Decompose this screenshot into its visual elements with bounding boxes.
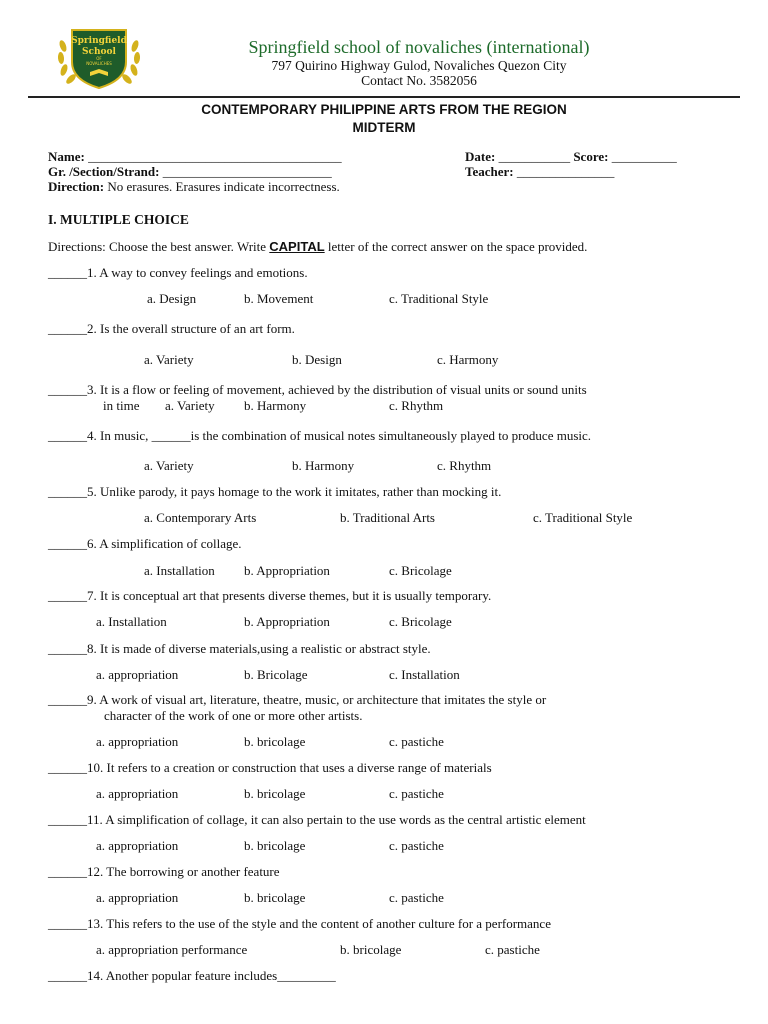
q2-option-b: b. Design	[292, 352, 342, 367]
direction-label: Direction:	[48, 179, 105, 194]
q11-option-c: c. pastiche	[389, 838, 444, 853]
q7-option-c: c. Bricolage	[389, 614, 452, 629]
logo-text-1: Springfield	[71, 36, 127, 46]
date-label: Date:	[465, 149, 496, 164]
grade-label: Gr. /Section/Strand:	[48, 164, 160, 179]
question-13: ______13. This refers to the use of the style and the content of another culture for a performance	[48, 916, 551, 931]
q8-option-a: a. appropriation	[96, 667, 179, 682]
logo-text-2: School	[82, 47, 116, 57]
q12-option-c: c. pastiche	[389, 890, 444, 905]
question-14: ______14. Another popular feature includes_________	[48, 968, 336, 983]
q11-option-a: a. appropriation	[96, 838, 179, 853]
question-3-line2: in time	[103, 398, 140, 413]
q6-option-b: b. Appropriation	[244, 563, 330, 578]
question-6: ______6. A simplification of collage.	[48, 536, 242, 551]
name-line	[48, 149, 342, 165]
question-9-line2: character of the work of one or more other artists.	[104, 708, 363, 723]
q9-option-b: b. bricolage	[244, 734, 306, 749]
q6-option-a: a. Installation	[144, 563, 215, 578]
q8-option-b: b. Bricolage	[244, 667, 308, 682]
school-name: Springfield school of novaliches (international)	[248, 37, 590, 57]
q9-option-c: c. pastiche	[389, 734, 444, 749]
direction-line	[48, 179, 340, 195]
q4-option-b: b. Harmony	[292, 458, 355, 473]
score-label: Score:	[573, 149, 609, 164]
q2-option-c: c. Harmony	[437, 352, 499, 367]
q10-option-a: a. appropriation	[96, 786, 179, 801]
question-3: ______3. It is a flow or feeling of movement, achieved by the distribution of visual units or sound units	[48, 382, 587, 397]
question-5: ______5. Unlike parody, it pays homage to the work it imitates, rather than mocking it.	[48, 484, 502, 499]
q7-option-a: a. Installation	[96, 614, 167, 629]
q5-option-c: c. Traditional Style	[533, 510, 633, 525]
question-2: ______2. Is the overall structure of an art form.	[48, 321, 295, 336]
q1-option-c: c. Traditional Style	[389, 291, 489, 306]
teacher-field[interactable]: _______________	[516, 164, 615, 179]
grade-field[interactable]: __________________________	[162, 164, 332, 179]
school-address: 797 Quirino Highway Gulod, Novaliches Quezon City	[271, 58, 567, 73]
logo-text-4: NOVALICHES	[86, 61, 112, 66]
q10-option-b: b. bricolage	[244, 786, 306, 801]
q13-option-c: c. pastiche	[485, 942, 540, 957]
question-1: ______1. A way to convey feelings and emotions.	[48, 265, 308, 280]
question-10: ______10. It refers to a creation or construction that uses a diverse range of materials	[48, 760, 492, 775]
exam-title: CONTEMPORARY PHILIPPINE ARTS FROM THE REGION	[201, 102, 567, 117]
question-4: ______4. In music, ______is the combination of musical notes simultaneously played to produce music.	[48, 428, 592, 443]
question-8: ______8. It is made of diverse materials,using a realistic or abstract style.	[48, 641, 431, 656]
q2-option-a: a. Variety	[144, 352, 194, 367]
directions-text-post: letter of the correct answer on the space provided.	[324, 239, 588, 254]
direction-text: No erasures. Erasures indicate incorrectness.	[107, 179, 340, 194]
q10-option-c: c. pastiche	[389, 786, 444, 801]
directions-text-pre: Directions: Choose the best answer. Write	[48, 239, 270, 254]
q3-option-a: a. Variety	[165, 398, 215, 413]
date-field[interactable]: ___________	[498, 149, 571, 164]
q1-option-a: a. Design	[147, 291, 197, 306]
exam-subtitle: MIDTERM	[352, 120, 416, 135]
question-7: ______7. It is conceptual art that presents diverse themes, but it is usually temporary.	[48, 588, 492, 603]
date-score-line	[465, 149, 677, 165]
q3-option-c: c. Rhythm	[389, 398, 444, 413]
q12-option-b: b. bricolage	[244, 890, 306, 905]
directions-capital: CAPITAL	[269, 239, 325, 254]
teacher-line	[465, 164, 614, 180]
school-contact: Contact No. 3582056	[361, 73, 477, 88]
q1-option-b: b. Movement	[244, 291, 314, 306]
header-divider	[28, 96, 740, 98]
q5-option-a: a. Contemporary Arts	[144, 510, 257, 525]
q3-option-b: b. Harmony	[244, 398, 307, 413]
logo-text-3: OF	[96, 56, 102, 61]
q13-option-a: a. appropriation performance	[96, 942, 248, 957]
q4-option-a: a. Variety	[144, 458, 194, 473]
q4-option-c: c. Rhythm	[437, 458, 492, 473]
question-11: ______11. A simplification of collage, it can also pertain to the use words as the central artistic element	[48, 812, 586, 827]
q11-option-b: b. bricolage	[244, 838, 306, 853]
q9-option-a: a. appropriation	[96, 734, 179, 749]
section-heading: I. MULTIPLE CHOICE	[48, 212, 189, 227]
question-12: ______12. The borrowing or another feature	[48, 864, 280, 879]
name-label: Name:	[48, 149, 85, 164]
question-9: ______9. A work of visual art, literature, theatre, music, or architecture that imitates the style or	[48, 692, 547, 707]
score-field[interactable]: __________	[611, 149, 677, 164]
q7-option-b: b. Appropriation	[244, 614, 330, 629]
q8-option-c: c. Installation	[389, 667, 460, 682]
name-field[interactable]: _______________________________________	[88, 149, 342, 164]
teacher-label: Teacher:	[465, 164, 514, 179]
grade-line	[48, 164, 332, 180]
q6-option-c: c. Bricolage	[389, 563, 452, 578]
section-directions	[48, 239, 587, 255]
q12-option-a: a. appropriation	[96, 890, 179, 905]
q13-option-b: b. bricolage	[340, 942, 402, 957]
q5-option-b: b. Traditional Arts	[340, 510, 435, 525]
